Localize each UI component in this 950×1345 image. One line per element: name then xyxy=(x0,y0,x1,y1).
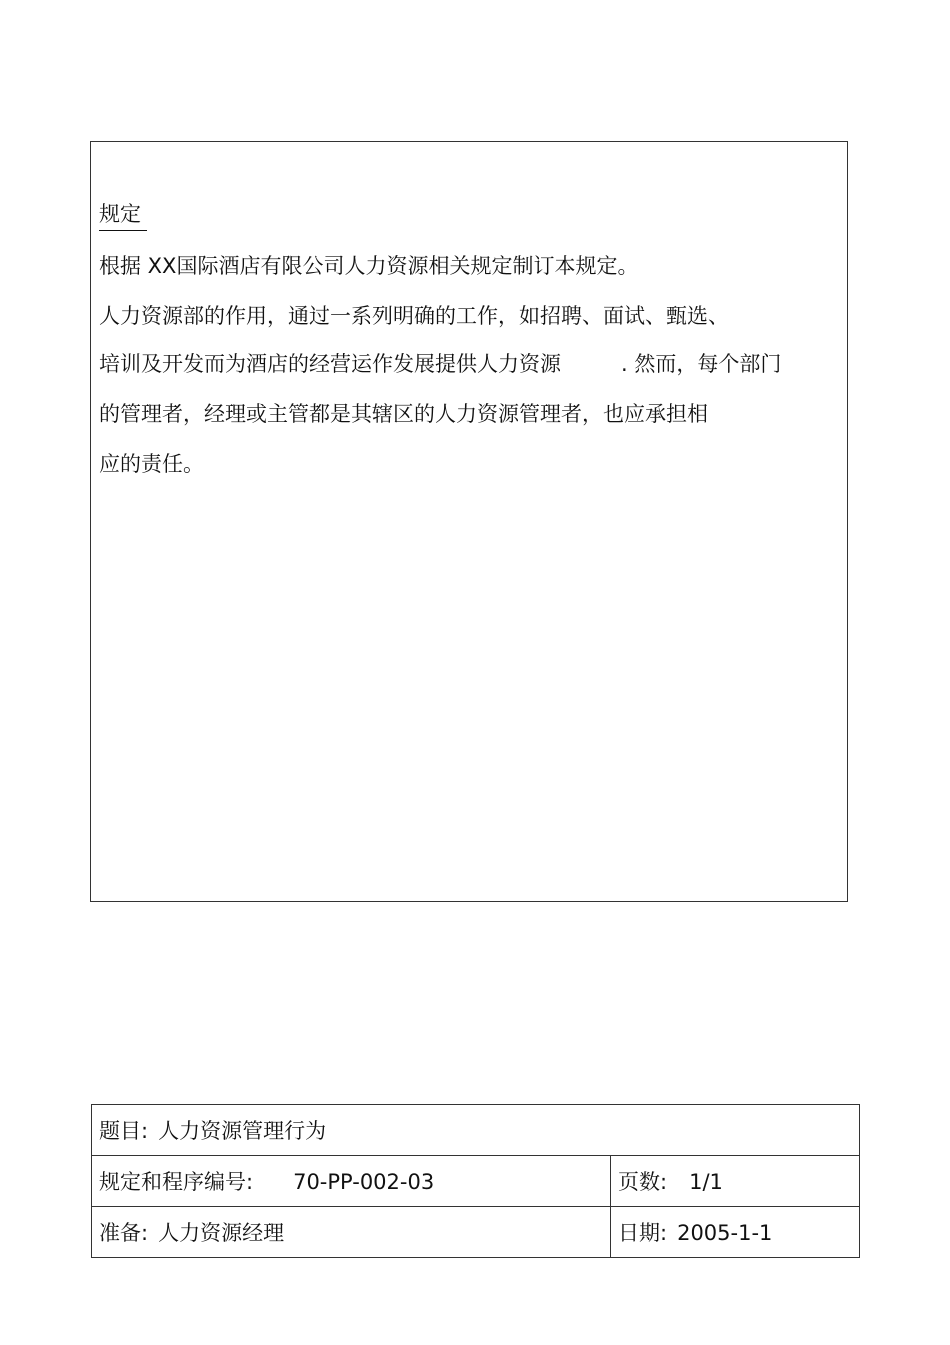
info-row-prepared xyxy=(92,1207,860,1258)
section-heading: 规定 xyxy=(99,198,147,231)
content-box xyxy=(90,141,848,902)
subject-cell xyxy=(92,1105,860,1156)
date-cell xyxy=(611,1207,860,1258)
prepared-label: 准备: xyxy=(99,1221,149,1245)
pages-value: 1/1 xyxy=(689,1170,723,1194)
date-label: 日期: xyxy=(618,1221,668,1245)
date-value: 2005-1-1 xyxy=(677,1221,773,1245)
pages-cell xyxy=(611,1156,860,1207)
subject-label: 题目: xyxy=(99,1119,149,1143)
code-value: 70-PP-002-03 xyxy=(293,1170,435,1194)
subject-value: 人力资源管理行为 xyxy=(158,1119,327,1143)
body-line-4: 的管理者，经理或主管都是其辖区的人力资源管理者，也应承担相 xyxy=(99,402,708,426)
body-line-2: 人力资源部的作用，通过一系列明确的工作，如招聘、面试、甄选、 xyxy=(99,304,729,328)
prepared-value: 人力资源经理 xyxy=(158,1221,285,1245)
info-row-subject xyxy=(92,1105,860,1156)
body-line-3-part-b: . 然而，每个部门 xyxy=(621,352,782,376)
body-line-3-part-a: 培训及开发而为酒店的经营运作发展提供人力资源 xyxy=(99,352,561,376)
document-info-table xyxy=(91,1104,860,1258)
body-line-1: 根据 XX国际酒店有限公司人力资源相关规定制订本规定。 xyxy=(99,254,639,278)
prepared-cell xyxy=(92,1207,611,1258)
body-line-3 xyxy=(99,348,781,380)
code-label: 规定和程序编号: xyxy=(99,1170,254,1194)
pages-label: 页数: xyxy=(618,1170,668,1194)
code-cell xyxy=(92,1156,611,1207)
info-row-code xyxy=(92,1156,860,1207)
body-line-5: 应的责任。 xyxy=(99,452,204,476)
